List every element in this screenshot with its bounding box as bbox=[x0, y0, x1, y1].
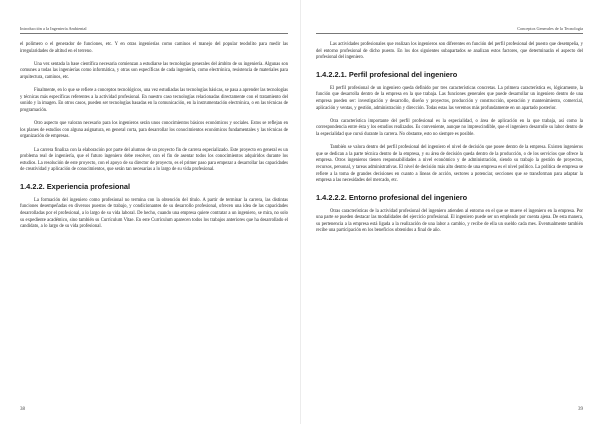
paragraph: Otra característica importante del perfil profesional es la especialidad, o área de aplicación en la que trabaja, así como la correspondencia entre ésta y los estudios realizados. Es conveniente, aunque no imprescindible, que el ingeniero desarrolle su labor dentro de la especialidad que cursó durante la carrera. No obstante, esto no siempre es posible. bbox=[316, 118, 583, 137]
section-heading: 1.4.2.2.2. Entorno profesional del ingeniero bbox=[316, 192, 468, 202]
paragraph: La carrera finaliza con la elaboración por parte del alumno de un proyecto fin de carrera especializado. Este proyecto en general es un problema real de ingeniería, que el futuro ingeniero debe resolver, con el fin de asentar todos los conocimientos adquiridos durante los estudios. La resolución de este proyecto, con el apoyo de su director de proyecto, es el primer paso para empezar a desarrollar las capacidades de creatividad y aplicación de conocimientos, que serán tan necesarias a lo largo de su vida profesional. bbox=[20, 147, 288, 173]
paragraph: Finalmente, en lo que se refiere a conceptos tecnológicos, una vez estudiadas las tecnologías básicas, se pasa a aprender las tecnologías y técnicas más específicas referentes a la actividad profesional. En nuestro caso tecnologías relacionadas directamente con el tratamiento del sonido y la imagen. En otros casos, pueden ser tecnologías basadas en la comunicación, en la instrumentación electrónica, o en las técnicas de programación. bbox=[20, 88, 288, 113]
paragraph: La formación del ingeniero como profesional no termina con la obtención del título. A partir de terminar la carrera, las distintas funciones desempeñadas en diversos puestos de trabajo, y condicionantes de su desarrollo profesional, ofrecen una idea de las capacidades desarrolladas por el profesional, a lo largo de su vida laboral. De hecho, cuando una empresa quiere contratar a un ingeniero, se mira, no solo su expediente académico, sino también su Currículum Vitae. En este Currículum aparecen todos los trabajos anteriores que ha desarrollado el candidato, a lo largo de su vida profesional. bbox=[20, 197, 288, 230]
running-head-left: Introducción a la Ingeniería Ambiental bbox=[20, 26, 87, 31]
paragraph: El perfil profesional de un ingeniero queda definido por tres características concretas. La primera característica es, lógicamente, la función que desarrolla dentro de la empresa en la que trabaja. Las funciones generales que puede desarrollar un ingeniero dentro de una empresa pueden ser: investigación y desarrollo, diseño y proyectos, producción y construcción, operación y mantenimiento, comercial, aplicación y ventas, y gestión, administración y dirección. Todas estas las veremos más profundamente en un apartado posterior. bbox=[316, 85, 583, 111]
paragraph: el polímero o el generador de funciones, etc. Y en otras ingenierías como caminos el manejo del popular teodolito para medir las irregularidades de altitud en el terreno. bbox=[20, 42, 288, 54]
right-page bbox=[300, 0, 600, 424]
running-head-right: Conceptos Generales de la Tecnología bbox=[517, 26, 583, 31]
paragraph: Otras características de la actividad profesional del ingeniero atienden al entorno en el que se mueve el ingeniero en la empresa. Por una parte se pueden destacar las modalidades del ejercicio profesional. El ingeniero puede ser un empleado por cuenta ajena. De esta manera, su pertenencia a la empresa está ligada a la realización de una labor a cambio, y recibe de ella un sueldo cada mes. Eventualmente también recibe una participación en los beneficios obtenidos a final de año. bbox=[316, 208, 583, 234]
right-page-body bbox=[316, 42, 583, 242]
header-rule-left bbox=[20, 33, 288, 34]
paragraph: Una vez sentada la base científica necesaria comienzan a estudiarse las tecnologías generales del ámbito de su ingeniería. Algunas son comunes a todas las ingenierías como informática, y otras son específicas de cada ingeniería, como electrónica, resistencia de materiales para arquitectura, caminos, etc. bbox=[20, 61, 288, 80]
paragraph: Las actividades profesionales que realizan los ingenieros son diferentes en función del perfil profesional del puesto que desempeña, y del entorno profesional de dicho puesto. En los dos siguientes subapartados se analizan estos factores, que determinarán el aspecto del profesional del ingeniero. bbox=[316, 42, 583, 61]
section-heading: 1.4.2.2. Experiencia profesional bbox=[20, 181, 131, 191]
section-heading: 1.4.2.2.1. Perfil profesional del ingeniero bbox=[316, 69, 458, 79]
left-page-body bbox=[20, 42, 288, 237]
header-rule-right bbox=[316, 33, 583, 34]
page-number-left: 38 bbox=[20, 407, 25, 412]
paragraph: Otro aspecto que valoran necesario para los ingenieros serán unos conocimientos básicos económicos y sociales. Estos se reflejan en los planes de estudios con alguna asignatura, en general corta, para desarrollar los conocimientos económicos fundamentales y las técnicas de organización de empresas. bbox=[20, 121, 288, 140]
page-number-right: 39 bbox=[578, 407, 583, 412]
paragraph: También se valora dentro del perfil profesional del ingeniero el nivel de decisión que posee dentro de la empresa. Existen ingenieros que se dedican a la parte técnica dentro de la empresa, y su área de decisión queda dentro de la producción, o de los servicios que ofrece la empresa. Otros ingenieros tienen responsabilidades a nivel económico y de administración, siendo su trabajo la gestión de proyectos, recursos, personal, y tareas administrativas. El nivel de decisión más alto dentro de una empresa es el nivel político. La política de empresa se refiere a la toma de grandes decisiones en cuanto a líneas de acción, sectores a potenciar, secciones que se transforman para adaptar la empresa a las necesidades del mercado, etc. bbox=[316, 145, 583, 184]
